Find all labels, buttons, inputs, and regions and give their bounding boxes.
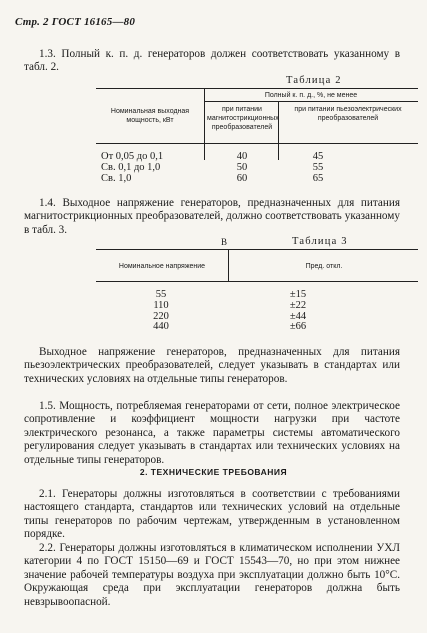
table-3-cell: 55 xyxy=(155,289,167,300)
table-2-cell: 50 xyxy=(236,161,248,173)
table-3-deviation-values xyxy=(276,290,320,333)
table-3-cell: ±15 xyxy=(289,289,307,300)
table-2-col-b-values xyxy=(294,152,342,184)
table-2-group-header: Полный к. п. д., %, не менее xyxy=(264,92,358,99)
section-2-title: 2. ТЕХНИЧЕСКИЕ ТРЕБОВАНИЯ xyxy=(139,467,288,477)
paragraph-output-voltage: Выходное напряжение генераторов, предназначенных для питания пьезоэлектрических преобразователей, следует указывать в стандартах или технических условиях на отдельные типы генераторов. xyxy=(24,346,400,385)
table-2-cell: 55 xyxy=(312,161,324,173)
table-2-col-a-values xyxy=(218,152,266,184)
table-3-mark: В xyxy=(221,237,228,247)
table-2-power-col xyxy=(101,152,203,184)
table-3-col-2-header: Пред. откл. xyxy=(305,263,343,270)
table-2-row: Св. 1,0 xyxy=(101,172,132,184)
table-2-caption: Таблица 2 xyxy=(286,75,342,86)
page-header: Стр. 2 ГОСТ 16165—80 xyxy=(15,16,136,28)
table-2-row: От 0,05 до 0,1 xyxy=(101,151,164,162)
table-3-cell: 110 xyxy=(153,299,169,311)
paragraph-1-3: 1.3. Полный к. п. д. генераторов должен соответствовать указанному в табл. 2. xyxy=(24,48,400,74)
table-2-cell: 45 xyxy=(312,151,324,162)
table-3-cell: 440 xyxy=(153,321,169,333)
table-2-col-a-header: при питании магнитострикционных преобразователей xyxy=(207,106,279,131)
table-2-rowhead-label: Номинальная выходная мощность, кВт xyxy=(110,108,190,124)
paragraph-1-5: 1.5. Мощность, потребляемая генераторами от сети, полное электрическое сопротивление и коэффициент мощности нагрузки при частоте электрического резонанса, а также параметры системы автоматического регулирования следует указывать в стандартах или технических условиях на отдельные типы генераторов. xyxy=(24,400,400,466)
paragraph-1-4: 1.4. Выходное напряжение генераторов, предназначенных для питания магнитострикционных преобразователей, должно соответствовать указанному в табл. 3. xyxy=(24,197,400,236)
paragraph-2-1: 2.1. Генераторы должны изготовляться в соответствии с требованиями настоящего стандарта, стандартов или технических условий на отдельные типы генераторов по рабочим чертежам, утвержденным в установленном порядке. xyxy=(24,488,400,541)
table-3-cell: ±22 xyxy=(289,299,307,311)
table-2-row: Св. 0,1 до 1,0 xyxy=(101,161,161,173)
table-2-col-b-header: при питании пьезоэлектрических преобразователей xyxy=(294,106,402,122)
table-3-cell: ±44 xyxy=(289,310,307,322)
table-3-col-1-header: Номинальное напряжение xyxy=(118,263,206,270)
table-3-cell: 220 xyxy=(153,310,169,322)
table-2-cell: 60 xyxy=(236,172,248,184)
table-3-nominal-values xyxy=(126,290,196,333)
paragraph-2-2: 2.2. Генераторы должны изготовляться в климатическом исполнении УХЛ категории 4 по ГОСТ 15150—69 и ГОСТ 15543—70, но при этом нижнее значение рабочей температуры воздуха при эксплуатации должно быть 10°С. Окружающая среда при эксплуатации генераторов должна быть невзрывоопасной. xyxy=(24,542,400,608)
table-2-cell: 65 xyxy=(312,172,324,184)
table-3-caption: Таблица 3 xyxy=(292,236,348,247)
table-3-cell: ±66 xyxy=(289,321,307,333)
table-2-cell: 40 xyxy=(236,151,248,162)
